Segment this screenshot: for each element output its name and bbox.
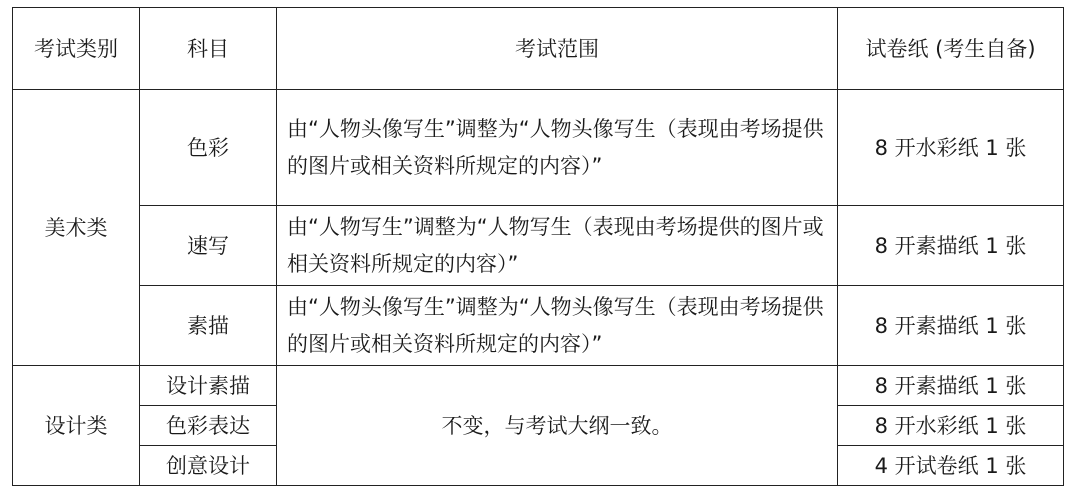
subject-cell: 色彩 — [140, 90, 277, 206]
header-category — [13, 8, 140, 90]
table-row — [13, 206, 1064, 286]
scope-cell — [277, 286, 838, 366]
paper-cell: 8 开素描纸 1 张 — [838, 286, 1064, 366]
subject-cell: 创意设计 — [140, 446, 277, 486]
subject-cell: 色彩表达 — [140, 406, 277, 446]
subject-cell: 素描 — [140, 286, 277, 366]
scope-cell — [277, 206, 838, 286]
paper-cell: 8 开水彩纸 1 张 — [838, 406, 1064, 446]
header-subject: 科目 — [140, 8, 277, 90]
header-scope: 考试范围 — [277, 8, 838, 90]
header-category-label: 考试类别 — [34, 36, 118, 61]
scope-text: 由“人物写生”调整为“人物写生（表现由考场提供的图片或相关资料所规定的内容）” — [287, 214, 824, 276]
header-paper: 试卷纸 (考生自备) — [838, 8, 1064, 90]
table-row — [13, 90, 1064, 206]
table-row — [13, 286, 1064, 366]
subject-cell: 设计素描 — [140, 366, 277, 406]
header-row — [13, 8, 1064, 90]
paper-cell: 8 开素描纸 1 张 — [838, 206, 1064, 286]
category-design: 设计类 — [13, 366, 140, 486]
category-art: 美术类 — [13, 90, 140, 366]
subject-cell: 速写 — [140, 206, 277, 286]
scope-text: 由“人物头像写生”调整为“人物头像写生（表现由考场提供的图片或相关资料所规定的内容）” — [287, 116, 824, 178]
exam-scope-table — [12, 7, 1064, 486]
paper-cell: 8 开水彩纸 1 张 — [838, 90, 1064, 206]
scope-text: 由“人物头像写生”调整为“人物头像写生（表现由考场提供的图片或相关资料所规定的内容）” — [287, 294, 824, 356]
scope-cell — [277, 90, 838, 206]
table-row — [13, 366, 1064, 406]
scope-cell-design: 不变，与考试大纲一致。 — [277, 366, 838, 486]
paper-cell: 4 开试卷纸 1 张 — [838, 446, 1064, 486]
paper-cell: 8 开素描纸 1 张 — [838, 366, 1064, 406]
